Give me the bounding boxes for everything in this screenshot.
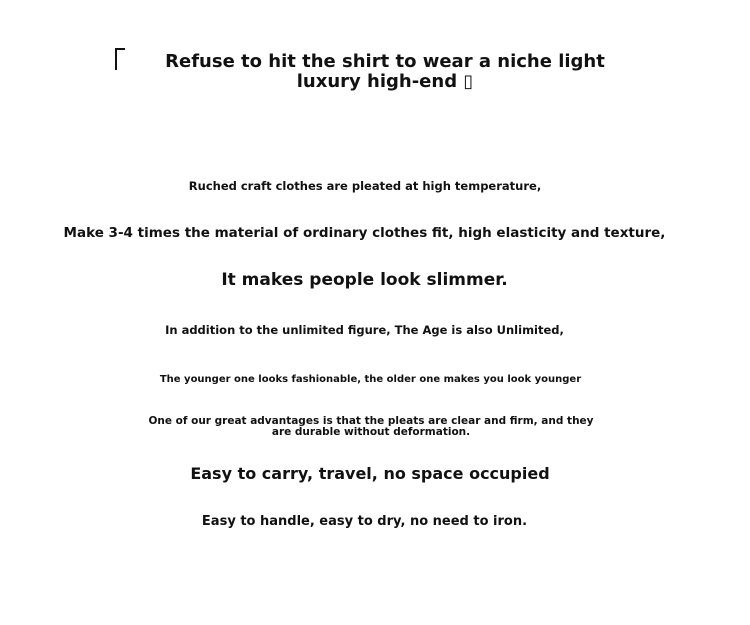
feature-line-younger: The younger one looks fashionable, the older one makes you look younger: [159, 374, 582, 385]
feature-line-no-iron: Easy to handle, easy to dry, no need to iron.: [201, 514, 528, 529]
feature-line-pleated: Ruched craft clothes are pleated at high temperature,: [188, 179, 542, 193]
feature-line-slimmer: It makes people look slimmer.: [221, 270, 508, 290]
feature-line-unlimited: In addition to the unlimited figure, The Age is also Unlimited,: [165, 323, 564, 337]
feature-line-durable: One of our great advantages is that the pleats are clear and firm, and they are durable without deformation.: [148, 415, 594, 438]
corner-bracket-icon: [115, 48, 125, 70]
feature-line-travel: Easy to carry, travel, no space occupied: [190, 464, 550, 483]
page-title: Refuse to hit the shirt to wear a niche light luxury high-end ▯: [165, 51, 605, 92]
feature-line-material: Make 3-4 times the material of ordinary clothes fit, high elasticity and texture,: [63, 225, 666, 241]
